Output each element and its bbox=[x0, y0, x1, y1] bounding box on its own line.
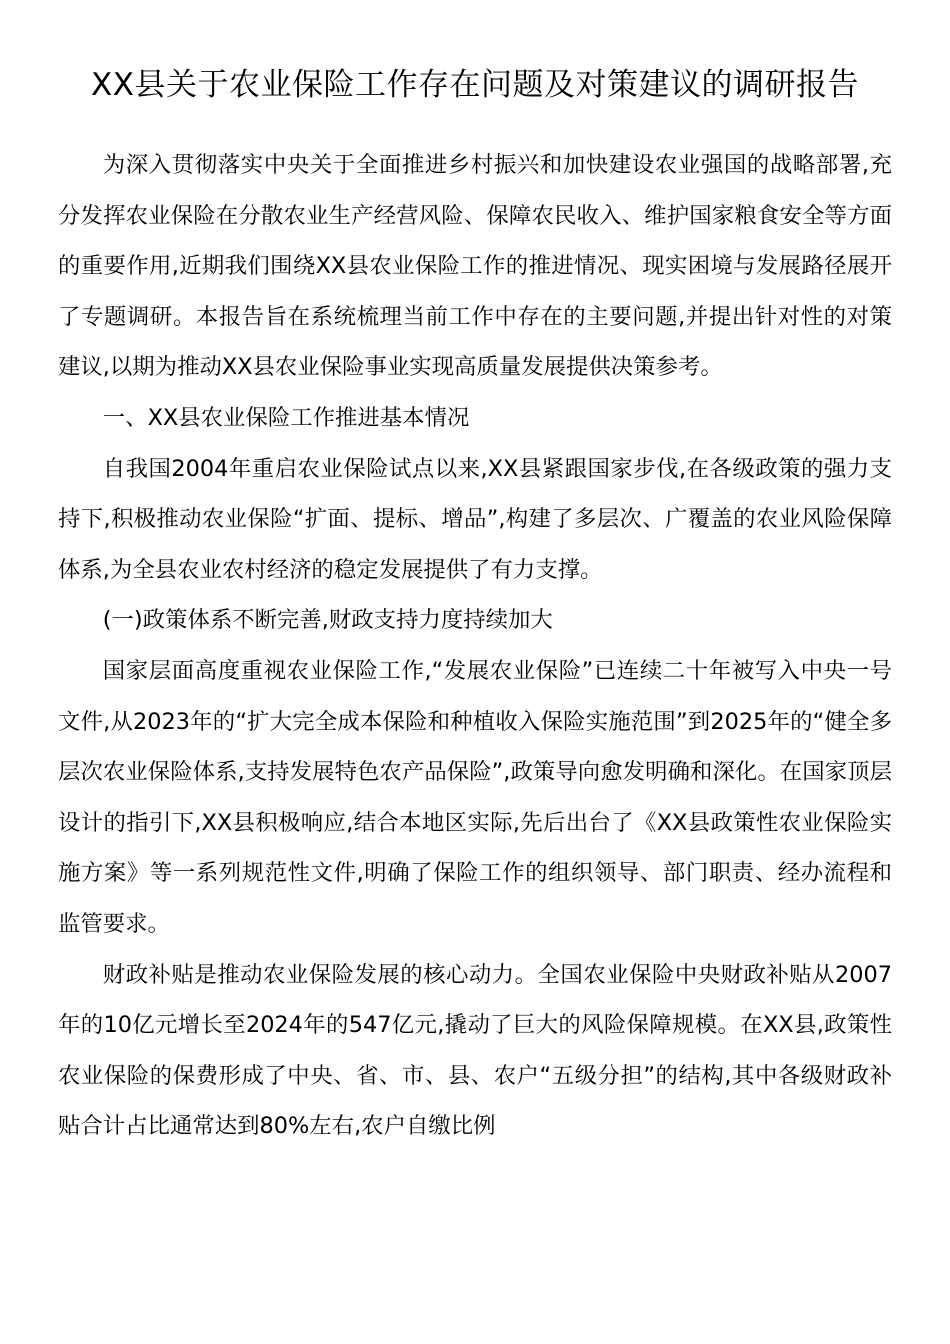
intro-paragraph: 为深入贯彻落实中央关于全面推进乡村振兴和加快建设农业强国的战略部署,充分发挥农业保险在分散农业生产经营风险、保障农民收入、维护国家粮食安全等方面的重要作用,近期我们围绕XX县农业保险工作的推进情况、现实困境与发展路径展开了专题调研。本报告旨在系统梳理当前工作中存在的主要问题,并提出针对性的对策建议,以期为推动XX县农业保险事业实现高质量发展提供决策参考。 bbox=[58, 152, 892, 381]
subsection-heading-1: (一)政策体系不断完善,财政支持力度持续加大 bbox=[102, 607, 553, 634]
section-heading-1: 一、XX县农业保险工作推进基本情况 bbox=[102, 404, 470, 431]
section-1-paragraph: 自我国2004年重启农业保险试点以来,XX县紧跟国家步伐,在各级政策的强力支持下,积极推动农业保险“扩面、提标、增品”,构建了多层次、广覆盖的农业风险保障体系,为全县农业农村经济的稳定发展提供了有力支撑。 bbox=[58, 455, 892, 583]
subsidy-paragraph: 财政补贴是推动农业保险发展的核心动力。全国农业保险中央财政补贴从2007年的10亿元增长至2024年的547亿元,撬动了巨大的风险保障规模。在XX县,政策性农业保险的保费形成了中央、省、市、县、农户“五级分担”的结构,其中各级财政补贴合计占比通常达到80%左右,农户自缴比例 bbox=[58, 961, 892, 1140]
document-title: XX县关于农业保险工作存在问题及对策建议的调研报告 bbox=[91, 67, 859, 103]
document-page bbox=[58, 60, 892, 1152]
policy-paragraph: 国家层面高度重视农业保险工作,“发展农业保险”已连续二十年被写入中央一号文件,从2023年的“扩大完全成本保险和种植收入保险实施范围”到2025年的“健全多层次农业保险体系,支持发展特色农产品保险”,政策导向愈发明确和深化。在国家顶层设计的指引下,XX县积极响应,结合本地区实际,先后出台了《XX县政策性农业保险实施方案》等一系列规范性文件,明确了保险工作的组织领导、部门职责、经办流程和监管要求。 bbox=[58, 657, 892, 937]
